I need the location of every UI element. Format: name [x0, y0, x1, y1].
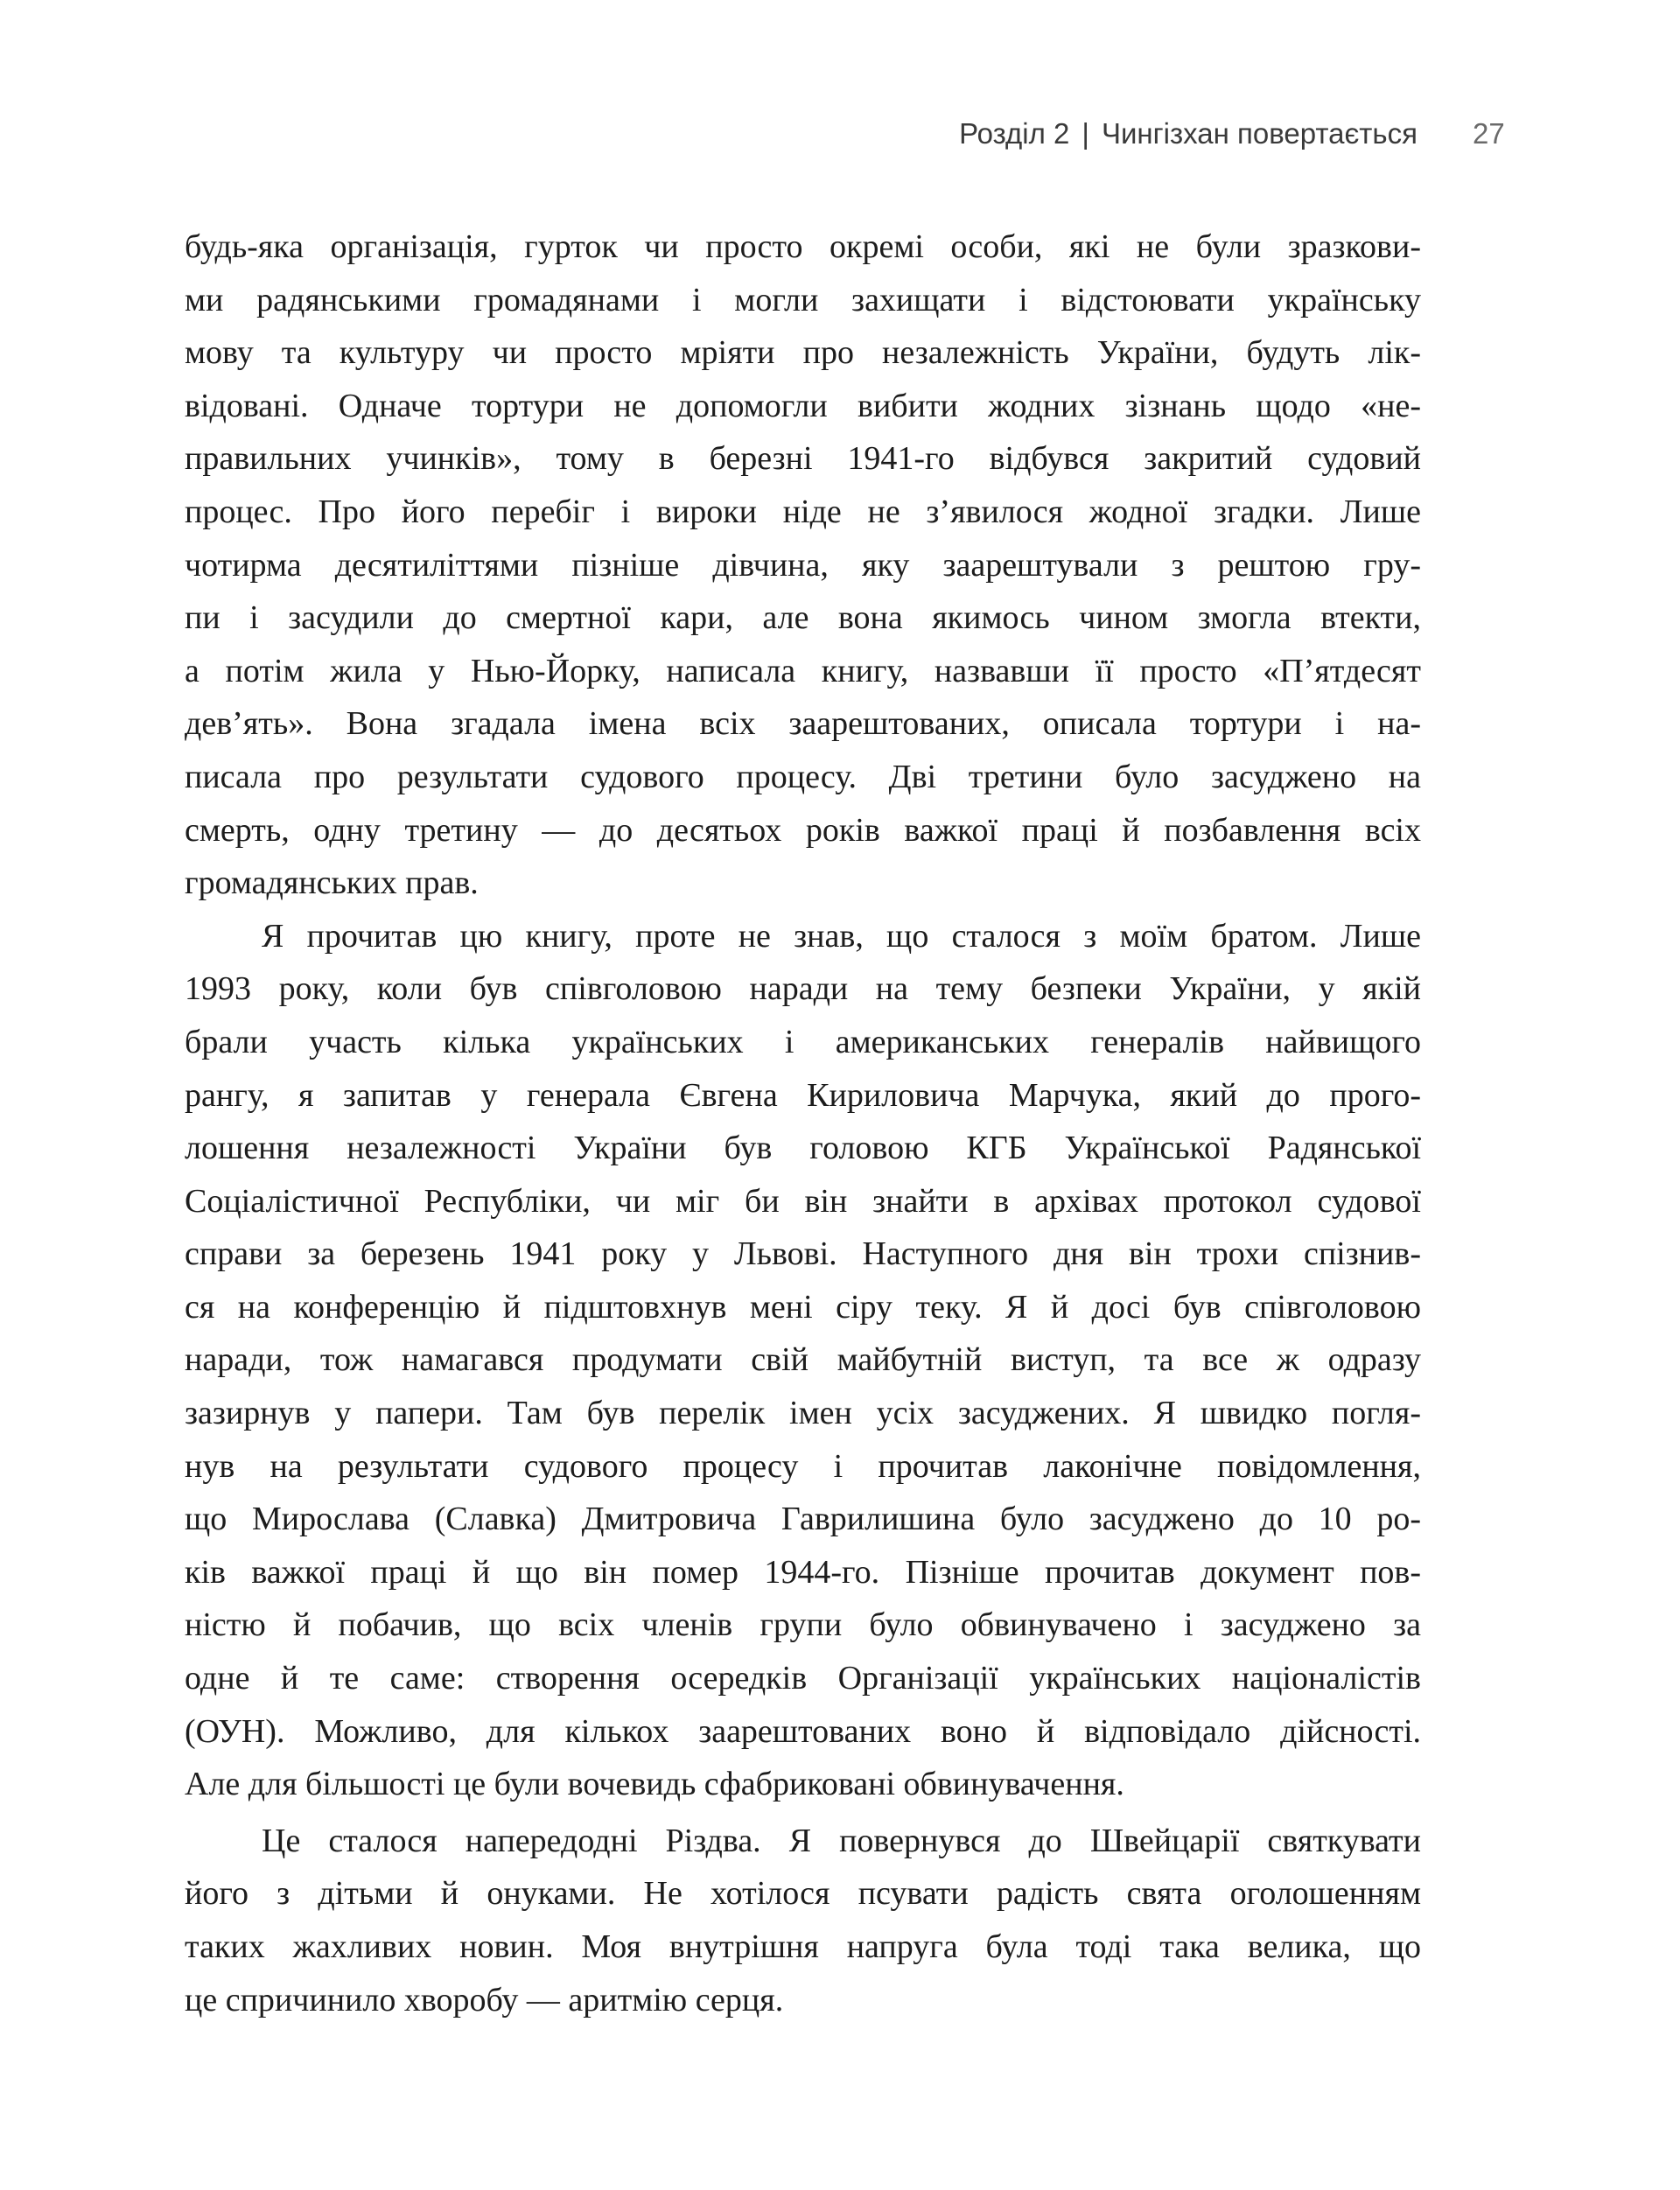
text-line: Це сталося напередодні Різдва. Я повернувся до Швейцарії святкувати — [262, 1822, 1421, 1859]
text-line: правильних учинків», тому в березні 1941-го відбувся закритий судовий — [185, 440, 1421, 478]
text-line: а потім жила у Нью-Йорку, написала книгу, назвавши її просто «П’ятдесят — [185, 652, 1421, 689]
text-line: його з дітьми й онуками. Не хотілося псувати радість свята оголошенням — [185, 1875, 1421, 1913]
text-line: громадянських прав. — [185, 864, 479, 902]
text-line: таких жахливих новин. Моя внутрішня напруга була тоді така велика, що — [185, 1928, 1421, 1965]
text-line: ся на конференцію й підштовхнув мені сіру теку. Я й досі був співголовою — [185, 1288, 1421, 1326]
text-line: процес. Про його перебіг і вироки ніде не з’явилося жодної згадки. Лише — [185, 493, 1421, 530]
header-separator: | — [1082, 117, 1089, 150]
text-line: лошення незалежності України був головою КГБ Української Радянської — [185, 1130, 1421, 1167]
chapter-heading — [959, 117, 1418, 150]
paragraph-3 — [185, 1815, 1421, 2026]
text-line: справи за березень 1941 року у Львові. Наступного дня він трохи спізнив- — [185, 1235, 1421, 1273]
text-line: Соціалістичної Республіки, чи міг би він знайти в архівах протокол судової — [185, 1182, 1421, 1220]
text-line: (ОУН). Можливо, для кількох заарештованих воно й відповідало дійсності. — [185, 1712, 1421, 1750]
text-line: будь-яка організація, гурток чи просто окремі особи, які не були зразкови- — [185, 228, 1421, 265]
text-line: ків важкої праці й що він помер 1944-го. Пізніше прочитав документ пов- — [185, 1553, 1421, 1591]
text-line: ністю й побачив, що всіх членів групи було обвинувачено і засуджено за — [185, 1606, 1421, 1644]
text-line: це спричинило хворобу — аритмію серця. — [185, 1981, 784, 2019]
text-line: пи і засудили до смертної кари, але вона якимось чином змогла втекти, — [185, 599, 1421, 637]
text-line: відовані. Одначе тортури не допомогли вибити жодних зізнань щодо «не- — [185, 387, 1421, 424]
text-line: зазирнув у папери. Там був перелік імен усіх засуджених. Я швидко погля- — [185, 1395, 1421, 1432]
text-line: що Мирослава (Славка) Дмитровича Гаврилишина було засуджено до 10 ро- — [185, 1501, 1421, 1538]
text-line: чотирма десятиліттями пізніше дівчина, яку заарештували з рештою гру- — [185, 546, 1421, 584]
text-line: наради, тож намагався продумати свій майбутній виступ, та все ж одразу — [185, 1341, 1421, 1379]
text-line: 1993 року, коли був співголовою наради на тему безпеки України, у якій — [185, 970, 1421, 1008]
text-line: ми радянськими громадянами і могли захищати і відстоювати українську — [185, 281, 1421, 318]
chapter-title: Чингізхан повертається — [1101, 117, 1418, 150]
page-number: 27 — [1473, 117, 1505, 150]
text-line: брали участь кілька українських і американських генералів найвищого — [185, 1023, 1421, 1060]
text-line: одне й те саме: створення осередків Організації українських націоналістів — [185, 1660, 1421, 1697]
text-line: дев’ять». Вона згадала імена всіх заарештованих, описала тортури і на- — [185, 705, 1421, 743]
text-line: Я прочитав цю книгу, проте не знав, що сталося з моїм братом. Лише — [262, 917, 1421, 955]
paragraph-1 — [185, 220, 1421, 910]
text-line: мову та культуру чи просто мріяти про незалежність України, будуть лік- — [185, 334, 1421, 372]
running-header — [0, 114, 1680, 157]
text-line: рангу, я запитав у генерала Євгена Кириловича Марчука, який до прого- — [185, 1076, 1421, 1114]
text-line: Але для більшості це були вочевидь сфабриковані обвинувачення. — [185, 1766, 1124, 1803]
body-text — [185, 220, 1421, 2026]
paragraph-2 — [185, 910, 1421, 1811]
section-label: Розділ 2 — [959, 117, 1070, 150]
text-line: писала про результати судового процесу. Дві третини було засуджено на — [185, 758, 1421, 795]
text-line: нув на результати судового процесу і прочитав лаконічне повідомлення, — [185, 1447, 1421, 1485]
text-line: смерть, одну третину — до десятьох років важкої праці й позбавлення всіх — [185, 811, 1421, 849]
